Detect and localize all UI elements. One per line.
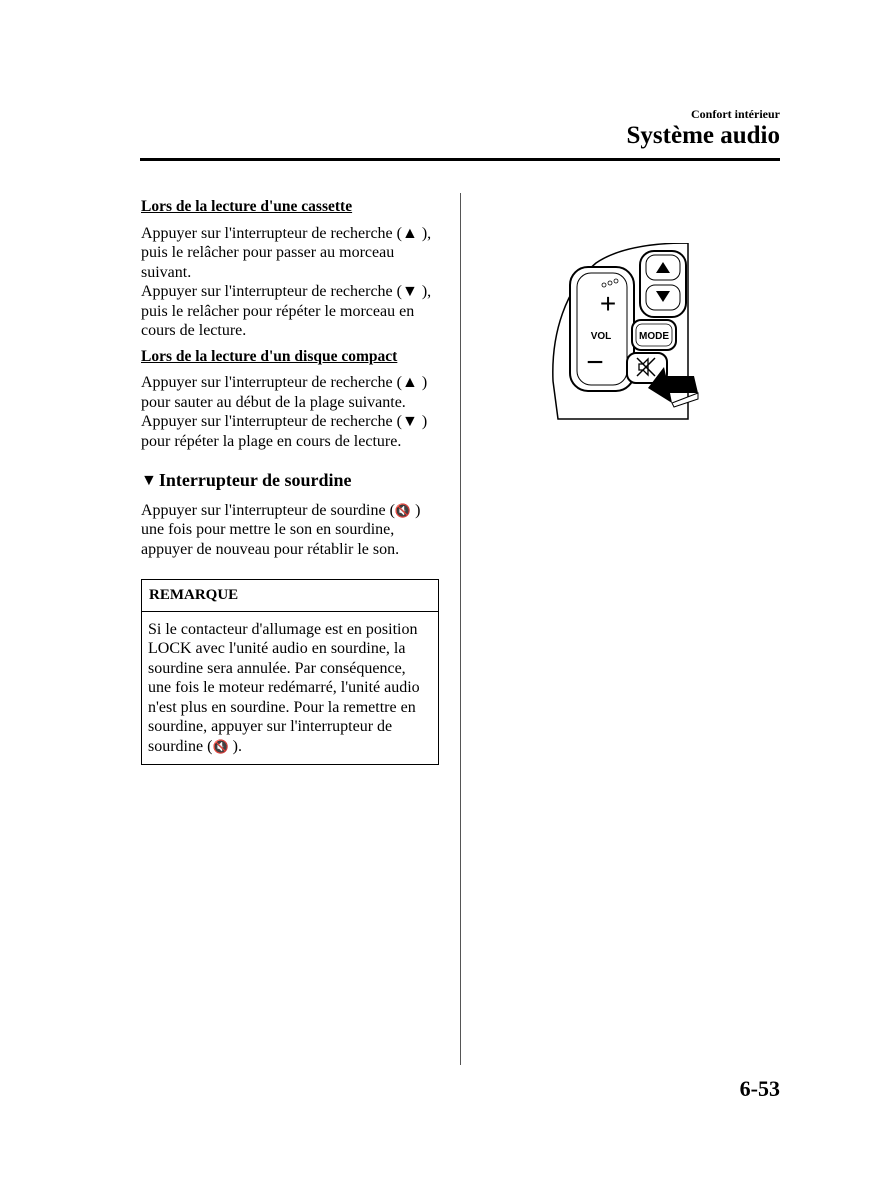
- mute-section-heading: [141, 471, 441, 491]
- cd-paragraph-1: Appuyer sur l'interrupteur de recherche (▲ ) pour sauter au début de la plage suivante.: [141, 374, 428, 411]
- mute-icon: 🔇: [212, 738, 229, 754]
- page-number: 6-53: [739, 1076, 780, 1101]
- steering-wheel-switch-illustration: [548, 243, 700, 423]
- cassette-paragraph-2: Appuyer sur l'interrupteur de recherche (▼ ), puis le relâcher pour répéter le morceau en cours de lecture.: [141, 283, 432, 339]
- mute-icon: 🔇: [394, 502, 412, 518]
- remark-title: REMARQUE: [142, 580, 438, 612]
- left-column: [141, 197, 441, 765]
- cd-paragraph-2: Appuyer sur l'interrupteur de recherche (▼ ) pour répéter la plage en cours de lecture.: [141, 413, 428, 450]
- triangle-down-icon: ▼: [141, 472, 157, 489]
- cassette-paragraph-1: Appuyer sur l'interrupteur de recherche (▲ ), puis le relâcher pour passer au morceau suivant.: [141, 224, 432, 281]
- remark-body: Si le contacteur d'allumage est en position LOCK avec l'unité audio en sourdine, la sourdine sera annulée. Par conséquence, une fois le moteur redémarré, l'unité audio n'est plus en sourdine. Pour la remettre en sourdine, appuyer sur l'interrupteur de sourdine (🔇 ).: [148, 620, 420, 755]
- remark-box: [141, 579, 439, 765]
- mute-paragraph: Appuyer sur l'interrupteur de sourdine (🔇 ) une fois pour mettre le son en sourdine, appuyer de nouveau pour rétablir le son.: [141, 501, 421, 558]
- section-label: Confort intérieur: [691, 107, 780, 121]
- column-divider: [460, 193, 461, 1065]
- volume-plus-label: +: [599, 288, 617, 319]
- header-rule: [140, 158, 780, 161]
- volume-minus-label: −: [586, 346, 604, 379]
- volume-label: VOL: [590, 331, 612, 342]
- mute-heading-text: Interrupteur de sourdine: [158, 470, 352, 490]
- cd-heading: Lors de la lecture d'un disque compact: [141, 347, 398, 365]
- mode-label: MODE: [639, 331, 669, 342]
- cassette-heading: Lors de la lecture d'une cassette: [141, 198, 353, 215]
- page-title: Système audio: [626, 122, 780, 149]
